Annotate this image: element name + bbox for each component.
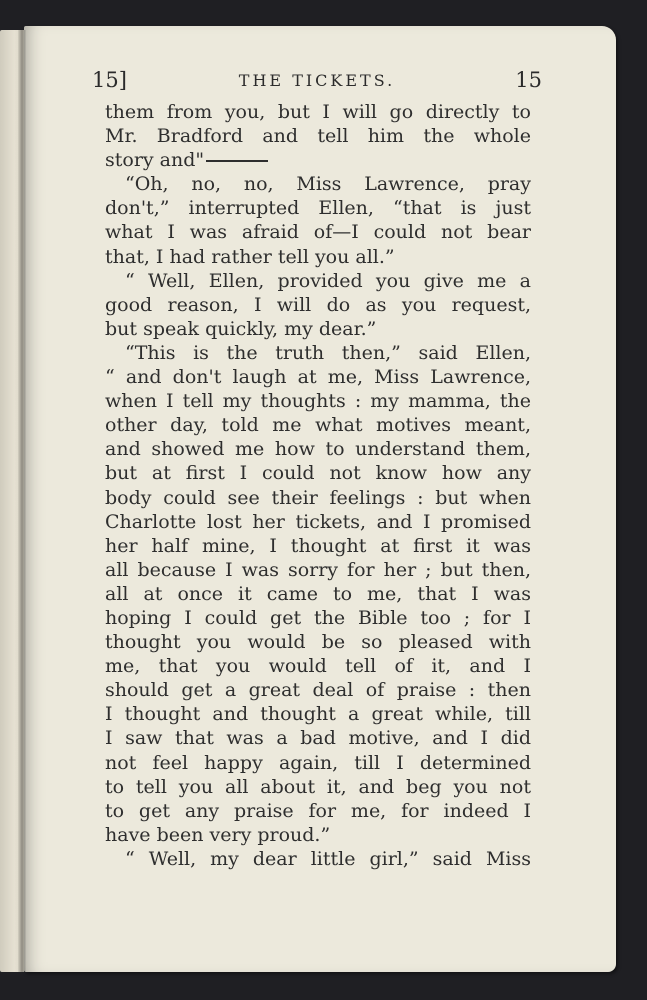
text-line-content: story and"	[105, 149, 205, 172]
text-line: her half mine, I thought at first it was	[105, 534, 531, 557]
text-line: all because I was sorry for her ; but then,	[105, 558, 531, 581]
page-number: 15	[515, 68, 542, 92]
text-line: “ Well, Ellen, provided you give me a	[125, 269, 531, 292]
text-line	[105, 148, 531, 172]
text-line: Mr. Bradford and tell him the whole	[105, 125, 531, 148]
text-line: Charlotte lost her tickets, and I promised	[105, 510, 531, 533]
text-line: but speak quickly, my dear.”	[105, 317, 377, 340]
book-gutter	[18, 30, 26, 972]
running-title: THE TICKETS.	[238, 71, 396, 90]
running-header	[92, 68, 542, 98]
text-line: body could see their feelings : but when	[105, 486, 531, 509]
text-line: “ and don't laugh at me, Miss Lawrence,	[105, 366, 531, 389]
text-line: hoping I could get the Bible too ; for I	[105, 606, 531, 629]
signature-mark: 15]	[92, 68, 127, 92]
text-line: other day, told me what motives meant,	[105, 414, 531, 437]
text-line: not feel happy again, till I determined	[105, 751, 531, 774]
text-line: when I tell my thoughts : my mamma, the	[105, 390, 531, 413]
text-line: have been very proud.”	[105, 823, 331, 846]
text-line: don't,” interrupted Ellen, “that is just	[105, 197, 531, 220]
body-text	[105, 100, 531, 871]
text-line: all at once it came to me, that I was	[105, 582, 531, 605]
text-line: to tell you all about it, and beg you not	[105, 775, 531, 798]
text-line: what I was afraid of—I could not bear	[105, 221, 531, 244]
text-line: but at first I could not know how any	[105, 462, 531, 485]
text-line: to get any praise for me, for indeed I	[105, 799, 531, 822]
text-line: I thought and thought a great while, till	[105, 703, 531, 726]
em-dash-rule	[206, 160, 268, 162]
text-line: I saw that was a bad motive, and I did	[105, 727, 531, 750]
text-line: should get a great deal of praise : then	[105, 679, 531, 702]
text-line: that, I had rather tell you all.”	[105, 245, 395, 268]
text-line: “Oh, no, no, Miss Lawrence, pray	[125, 173, 531, 196]
text-line: “This is the truth then,” said Ellen,	[125, 341, 531, 364]
text-line: and showed me how to understand them,	[105, 438, 531, 461]
text-line: me, that you would tell of it, and I	[105, 655, 531, 678]
text-line: thought you would be so pleased with	[105, 631, 531, 654]
text-line: good reason, I will do as you request,	[105, 293, 531, 316]
text-line: “ Well, my dear little girl,” said Miss	[125, 847, 531, 870]
text-line: them from you, but I will go directly to	[105, 101, 531, 123]
